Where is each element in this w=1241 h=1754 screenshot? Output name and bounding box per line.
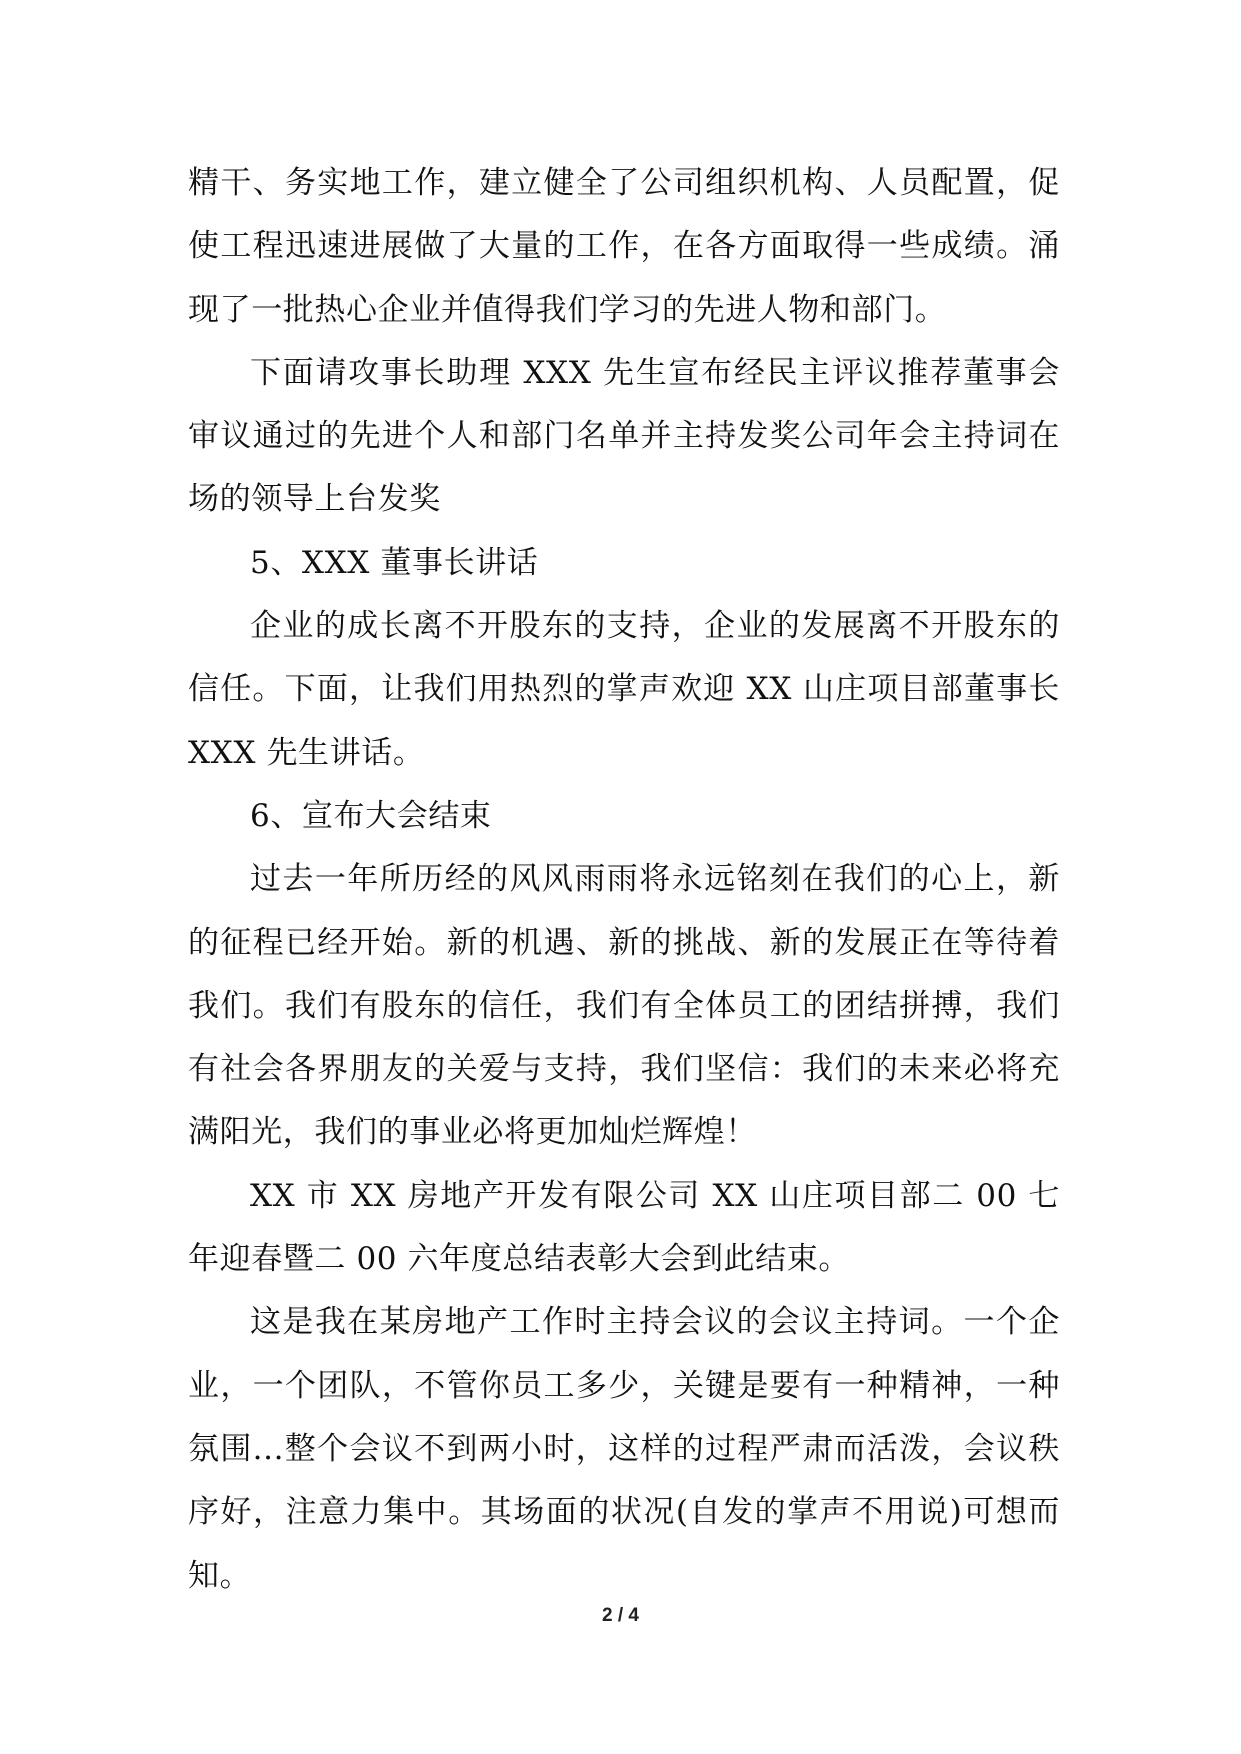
paragraph-continuation: 精干、务实地工作，建立健全了公司组织机构、人员配置，促使工程迅速进展做了大量的工作，在各方面取得一些成绩。涌现了一批热心企业并值得我们学习的先进人物和部门。 <box>188 165 1060 328</box>
paragraph-author-note: 这是我在某房地产工作时主持会议的会议主持词。一个企业，一个团队，不管你员工多少，关键是要有一种精神，一种氛围...整个会议不到两小时，这样的过程严肃而活泼，会议秩序好，注意力集中。其场面的状况(自发的掌声不用说)可想而知。 <box>188 1304 1060 1594</box>
document-body <box>188 152 1060 1608</box>
paragraph-meeting-end: XX 市 XX 房地产开发有限公司 XX 山庄项目部二 00 七年迎春暨二 00 六年度总结表彰大会到此结束。 <box>188 1177 1060 1278</box>
page-number: 2 / 4 <box>602 1605 639 1626</box>
paragraph-closing-remarks: 过去一年所历经的风风雨雨将永远铭刻在我们的心上，新的征程已经开始。新的机遇、新的挑战、新的发展正在等待着我们。我们有股东的信任，我们有全体员工的团结拼搏，我们有社会各界朋友的关爱与支持，我们坚信：我们的未来必将充满阳光，我们的事业必将更加灿烂辉煌！ <box>188 861 1060 1151</box>
section-heading-chairman-speech: 5、XXX 董事长讲话 <box>250 544 539 581</box>
paragraph-chairman-speech: 企业的成长离不开股东的支持，企业的发展离不开股东的信任。下面，让我们用热烈的掌声欢迎 XX 山庄项目部董事长 XXX 先生讲话。 <box>188 608 1060 771</box>
section-heading-closing: 6、宣布大会结束 <box>250 797 492 834</box>
paragraph-award-announcement: 下面请攻事长助理 XXX 先生宣布经民主评议推荐董事会审议通过的先进个人和部门名单并主持发奖公司年会主持词在场的领导上台发奖 <box>188 354 1060 518</box>
